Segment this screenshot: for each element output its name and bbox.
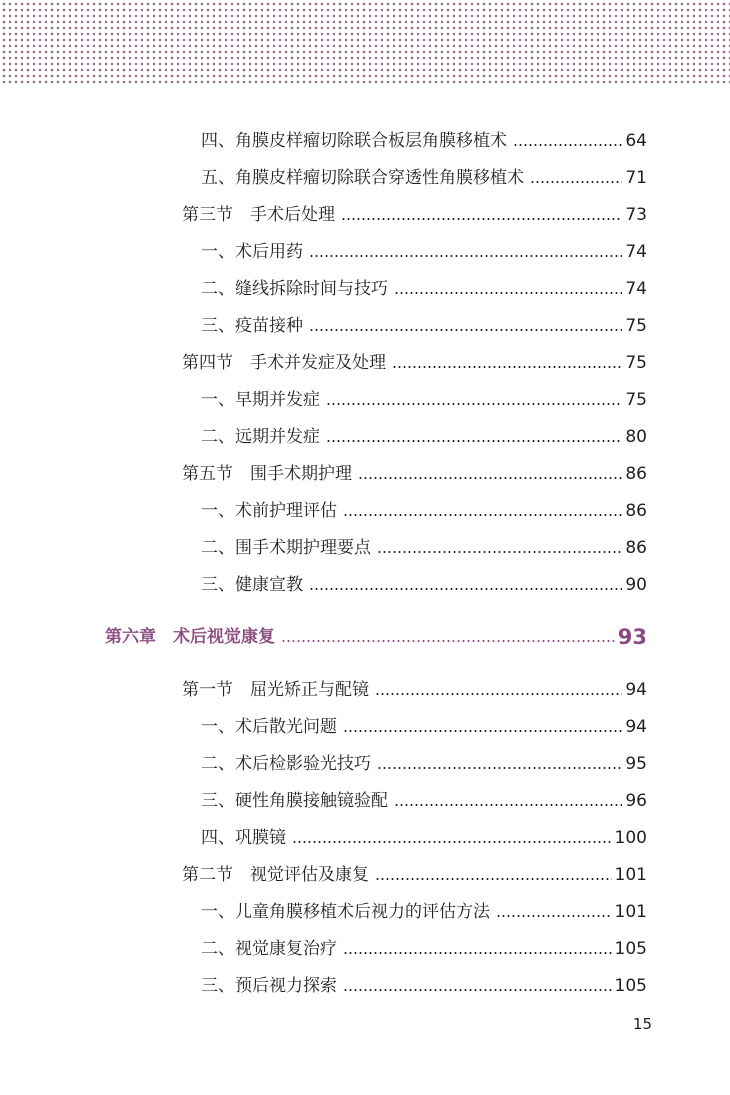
item-title: 巩膜镜	[235, 828, 286, 848]
page-ref: 101	[614, 865, 647, 885]
item-number: 五、	[201, 168, 235, 188]
page-ref: 74	[625, 279, 647, 299]
section-number: 第五节	[182, 464, 233, 484]
item-title: 术前护理评估	[235, 501, 337, 521]
item-title: 早期并发症	[235, 390, 320, 410]
toc-section[interactable]	[182, 457, 647, 485]
chapter-title: 术后视觉康复	[173, 627, 275, 647]
dot-leader	[343, 989, 612, 991]
page-ref: 93	[617, 625, 647, 649]
page-ref: 74	[625, 242, 647, 262]
toc-item[interactable]	[201, 124, 647, 152]
item-title: 硬性角膜接触镜验配	[235, 791, 388, 811]
page-ref: 64	[625, 131, 647, 151]
toc-item[interactable]	[201, 568, 647, 596]
item-title: 疫苗接种	[235, 316, 303, 336]
dot-leader	[530, 181, 622, 183]
toc-item[interactable]	[201, 531, 647, 559]
item-number: 一、	[201, 501, 235, 521]
item-number: 一、	[201, 717, 235, 737]
page-ref: 80	[625, 427, 647, 447]
toc-chapter[interactable]	[105, 620, 647, 648]
dot-leader	[281, 640, 615, 642]
item-number: 二、	[201, 939, 235, 959]
item-title: 预后视力探索	[235, 976, 337, 996]
page-ref: 105	[614, 976, 647, 996]
item-title: 缝线拆除时间与技巧	[235, 279, 388, 299]
dot-leader	[343, 730, 622, 732]
item-number: 一、	[201, 242, 235, 262]
toc-item[interactable]	[201, 494, 647, 522]
section-title: 屈光矫正与配镜	[250, 680, 369, 700]
toc-item[interactable]	[201, 161, 647, 189]
page-ref: 94	[625, 680, 647, 700]
dot-leader	[496, 915, 612, 917]
page-ref: 101	[614, 902, 647, 922]
item-title: 术后用药	[235, 242, 303, 262]
section-number: 第四节	[182, 353, 233, 373]
page-ref: 73	[625, 205, 647, 225]
item-number: 一、	[201, 390, 235, 410]
dot-leader	[375, 878, 612, 880]
toc-item[interactable]	[201, 309, 647, 337]
item-number: 二、	[201, 538, 235, 558]
dot-leader	[392, 366, 622, 368]
page-ref: 90	[625, 575, 647, 595]
page-ref: 75	[625, 390, 647, 410]
section-title: 手术并发症及处理	[250, 353, 386, 373]
section-title: 视觉评估及康复	[250, 865, 369, 885]
dot-leader	[326, 403, 622, 405]
section-title: 围手术期护理	[250, 464, 352, 484]
page-ref: 100	[614, 828, 647, 848]
dot-leader	[375, 693, 622, 695]
item-number: 二、	[201, 427, 235, 447]
dot-leader	[309, 588, 622, 590]
dot-leader	[309, 329, 622, 331]
page-ref: 96	[625, 791, 647, 811]
item-number: 四、	[201, 131, 235, 151]
item-title: 术后检影验光技巧	[235, 754, 371, 774]
dot-leader	[292, 841, 612, 843]
toc-item[interactable]	[201, 969, 647, 997]
item-number: 三、	[201, 575, 235, 595]
dot-leader	[358, 477, 622, 479]
page-ref: 86	[625, 464, 647, 484]
toc-section[interactable]	[182, 673, 647, 701]
section-number: 第三节	[182, 205, 233, 225]
dot-leader	[513, 144, 622, 146]
item-number: 二、	[201, 279, 235, 299]
item-title: 健康宣教	[235, 575, 303, 595]
dot-leader	[309, 255, 622, 257]
item-number: 三、	[201, 976, 235, 996]
item-title: 角膜皮样瘤切除联合穿透性角膜移植术	[235, 168, 524, 188]
toc-item[interactable]	[201, 710, 647, 738]
toc-item[interactable]	[201, 272, 647, 300]
dot-leader	[394, 292, 622, 294]
item-number: 三、	[201, 316, 235, 336]
page-ref: 75	[625, 353, 647, 373]
toc-section[interactable]	[182, 858, 647, 886]
item-number: 一、	[201, 902, 235, 922]
item-number: 二、	[201, 754, 235, 774]
dot-leader	[377, 767, 622, 769]
item-number: 四、	[201, 828, 235, 848]
toc-item[interactable]	[201, 932, 647, 960]
page-ref: 86	[625, 501, 647, 521]
item-title: 儿童角膜移植术后视力的评估方法	[235, 902, 490, 922]
item-title: 术后散光问题	[235, 717, 337, 737]
page-ref: 94	[625, 717, 647, 737]
toc-item[interactable]	[201, 895, 647, 923]
section-title: 手术后处理	[250, 205, 335, 225]
dot-leader	[394, 804, 622, 806]
dot-leader	[377, 551, 622, 553]
page-ref: 105	[614, 939, 647, 959]
item-title: 远期并发症	[235, 427, 320, 447]
dot-leader	[326, 440, 622, 442]
item-title: 围手术期护理要点	[235, 538, 371, 558]
toc-item[interactable]	[201, 747, 647, 775]
toc-section[interactable]	[182, 198, 647, 226]
toc-item[interactable]	[201, 821, 647, 849]
item-title: 角膜皮样瘤切除联合板层角膜移植术	[235, 131, 507, 151]
item-number: 三、	[201, 791, 235, 811]
toc-item[interactable]	[201, 383, 647, 411]
chapter-number: 第六章	[105, 627, 156, 647]
page-ref: 75	[625, 316, 647, 336]
page-ref: 71	[625, 168, 647, 188]
page-number: 15	[632, 1015, 652, 1033]
item-title: 视觉康复治疗	[235, 939, 337, 959]
toc-item[interactable]	[201, 235, 647, 263]
page-ref: 86	[625, 538, 647, 558]
toc-item[interactable]	[201, 420, 647, 448]
dot-leader	[343, 514, 622, 516]
dot-leader	[341, 218, 622, 220]
page-ref: 95	[625, 754, 647, 774]
dot-leader	[343, 952, 612, 954]
section-number: 第二节	[182, 865, 233, 885]
section-number: 第一节	[182, 680, 233, 700]
toc-section[interactable]	[182, 346, 647, 374]
toc-item[interactable]	[201, 784, 647, 812]
